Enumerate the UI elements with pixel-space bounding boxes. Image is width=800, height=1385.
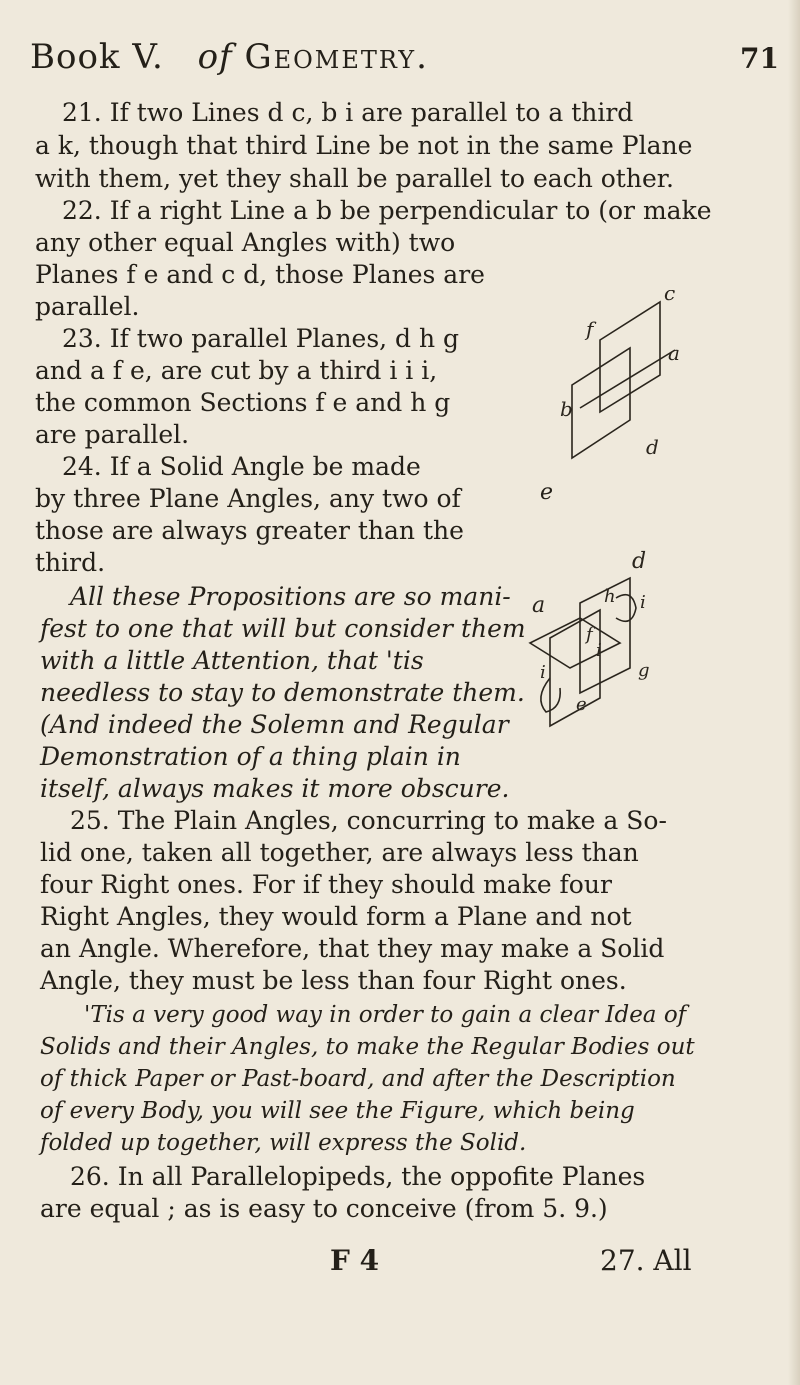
fig1-label-b: b (560, 397, 573, 421)
signature-mark: F 4 (330, 1244, 380, 1277)
text-line-5: any other equal Angles with) two (35, 228, 456, 257)
text-line-15: third. (35, 548, 106, 577)
text-line-34: 26. In all Parallelopipeds, the oppofite Planes (70, 1162, 646, 1191)
text-line-12: 24. If a Solid Angle be made (62, 452, 421, 481)
text-line-21: Demonstration of a thing plain in (40, 742, 461, 771)
text-line-30: Solids and their Angles, to make the Regular Bodies out (40, 1034, 695, 1060)
text-line-23: 25. The Plain Angles, concurring to make a So- (70, 806, 667, 835)
parallel-planes-diagram (560, 290, 680, 470)
text-line-27: an Angle. Wherefore, that they may make a Solid (40, 934, 665, 963)
text-line-8: 23. If two parallel Planes, d h g (62, 324, 460, 353)
fig1-label-f: f (586, 317, 594, 341)
catchword: 27. All (600, 1244, 692, 1277)
text-line-11: are parallel. (35, 420, 190, 449)
text-line-32: of every Body, you will see the Figure, which being (40, 1098, 635, 1124)
running-header (30, 37, 429, 77)
fig2-label-e: e (576, 694, 587, 715)
cut-planes-diagram (520, 548, 680, 748)
text-line-24: lid one, taken all together, are always less than (40, 838, 639, 867)
text-line-29: 'Tis a very good way in order to gain a clear Idea of (84, 1002, 687, 1028)
text-line-28: Angle, they must be less than four Right ones. (40, 966, 627, 995)
fig2-label-f: f (586, 624, 593, 645)
fig2-label-a: a (532, 593, 546, 618)
fig1-label-d: d (646, 435, 659, 459)
text-line-16: All these Propositions are so mani- (70, 582, 511, 611)
figure-cut-planes (520, 548, 680, 748)
text-line-25: four Right ones. For if they should make four (40, 870, 612, 899)
text-line-33: folded up together, will express the Solid. (40, 1130, 527, 1156)
perpendicular-line (580, 350, 675, 408)
text-line-20: (And indeed the Solemn and Regular (40, 710, 509, 739)
plane-lower (572, 348, 630, 458)
text-line-4: 22. If a right Line a b be perpendicular to (or make (62, 196, 712, 225)
fig2-label-h: h (604, 586, 616, 607)
text-line-18: with a little Attention, that 'tis (40, 646, 424, 675)
text-line-13: by three Plane Angles, any two of (35, 484, 461, 513)
page-edge-shadow (788, 0, 800, 1385)
text-line-9: and a f e, are cut by a third i i i, (35, 356, 438, 385)
fig2-label-i-upper: i (640, 592, 646, 613)
text-line-14: those are always greater than the (35, 516, 464, 545)
text-line-35: are equal ; as is easy to conceive (from 5. 9.) (40, 1194, 608, 1223)
header-book: Book V. (30, 37, 164, 77)
figure-parallel-planes (560, 290, 680, 470)
text-line-7: parallel. (35, 292, 140, 321)
text-line-10: the common Sections f e and h g (35, 388, 451, 417)
fig2-label-i-mid: i (596, 640, 602, 661)
curve-upper (616, 595, 636, 622)
plane-cutting (530, 618, 620, 668)
text-line-22: itself, always makes it more obscure. (40, 774, 510, 803)
text-line-6: Planes f e and c d, those Planes are (35, 260, 485, 289)
text-line-2: a k, though that third Line be not in the same Plane (35, 131, 693, 160)
fig2-label-i-lower: i (540, 662, 546, 683)
text-line-17: fest to one that will but consider them (40, 614, 526, 643)
text-line-1: 21. If two Lines d c, b i are parallel to a third (62, 98, 634, 127)
header-of: of (197, 37, 233, 77)
fig1-label-e: e (540, 480, 554, 505)
text-line-26: Right Angles, they would form a Plane and not (40, 902, 632, 931)
text-line-19: needless to stay to demonstrate them. (40, 678, 525, 707)
text-line-31: of thick Paper or Past-board, and after the Description (40, 1066, 676, 1092)
text-line-3: with them, yet they shall be parallel to each other. (35, 164, 674, 193)
fig1-label-a: a (668, 341, 680, 365)
page-number: 71 (740, 42, 779, 75)
fig2-label-d: d (632, 549, 647, 574)
fig2-label-g: g (638, 660, 650, 681)
header-subject: Geometry. (244, 37, 429, 77)
fig1-label-c: c (664, 290, 676, 305)
